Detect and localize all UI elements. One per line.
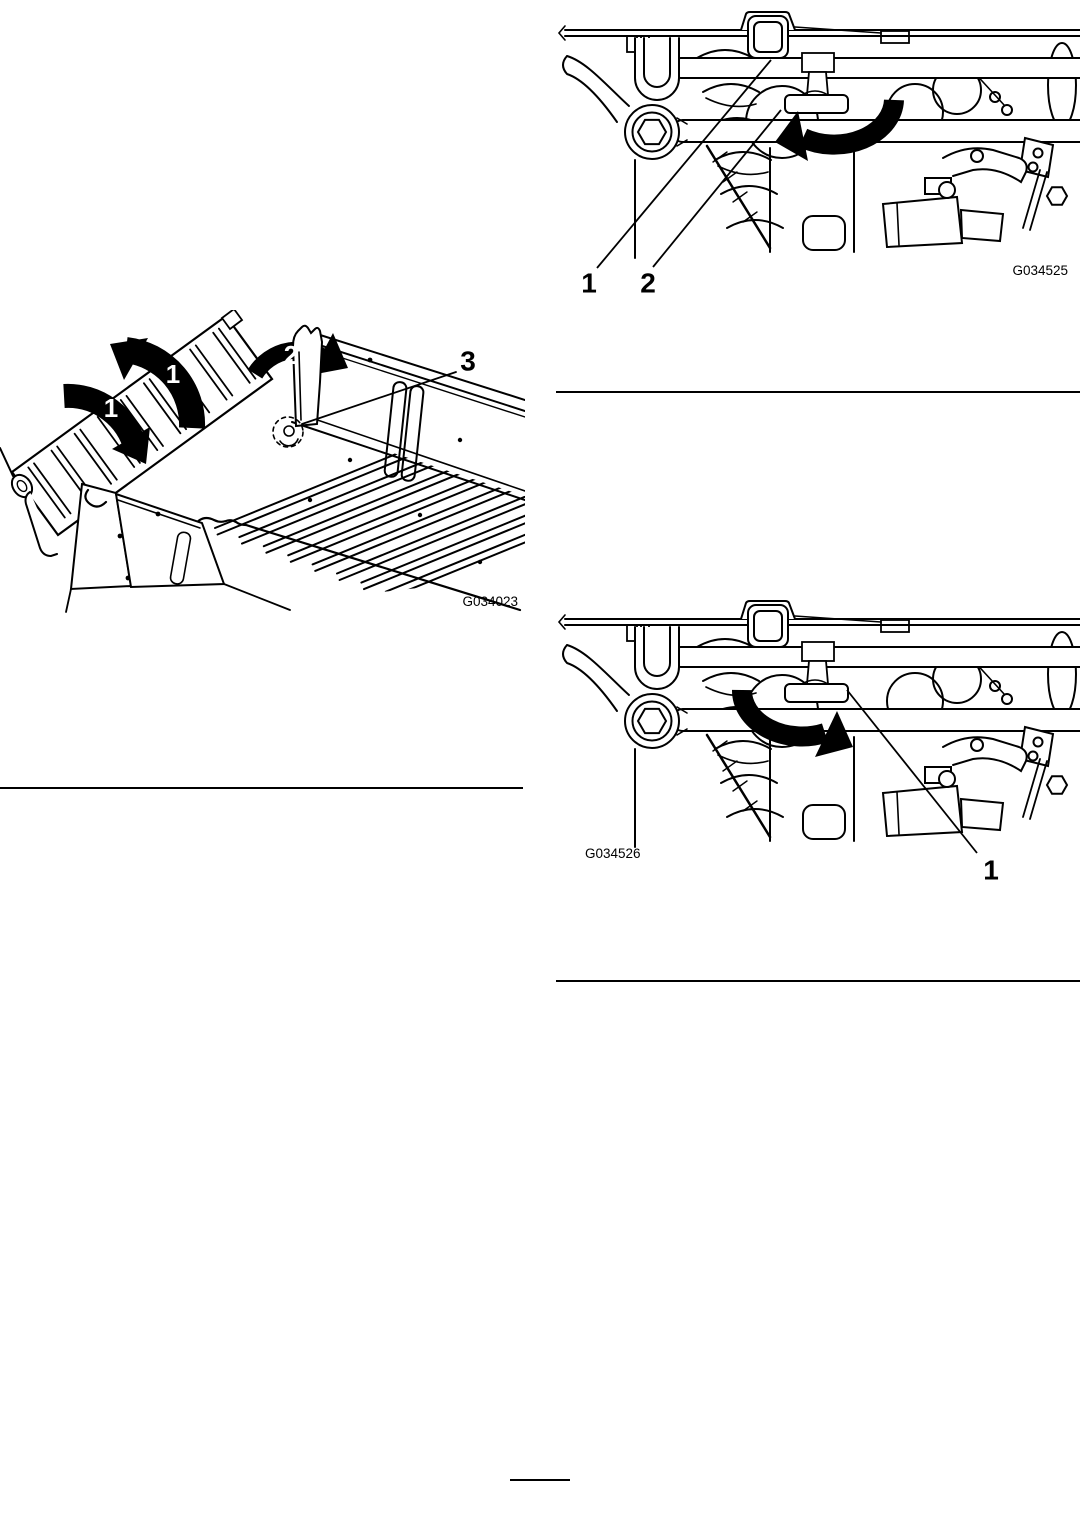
bed-floor: [194, 413, 525, 610]
figure-code: G034023: [462, 594, 518, 609]
figure-cargo-bed: [0, 310, 525, 615]
side-rail: [313, 334, 525, 417]
callout-knob: 2: [640, 267, 656, 299]
section-divider-left: [0, 787, 523, 789]
callout-fold-mid: 1: [165, 359, 181, 389]
callout-3-leader: [302, 372, 456, 424]
callout-frame: 1: [581, 267, 597, 299]
figure-knob-release: [557, 0, 1080, 300]
figure-knob-secure: [557, 589, 1080, 889]
section-divider-right-2: [556, 980, 1080, 982]
pivot-point: [273, 417, 303, 447]
callout-swing: 2: [283, 340, 299, 370]
figure-code: G034525: [1012, 263, 1068, 278]
footer-rule: [510, 1479, 570, 1481]
section-divider-right-1: [556, 391, 1080, 393]
bed-channels: [384, 382, 424, 482]
callout-fold-left: 1: [103, 393, 119, 423]
callout-1-leader: [597, 60, 771, 268]
callout-knob: 1: [983, 854, 999, 886]
figure-code: G034526: [585, 846, 641, 861]
callout-pivot: 3: [460, 345, 476, 377]
